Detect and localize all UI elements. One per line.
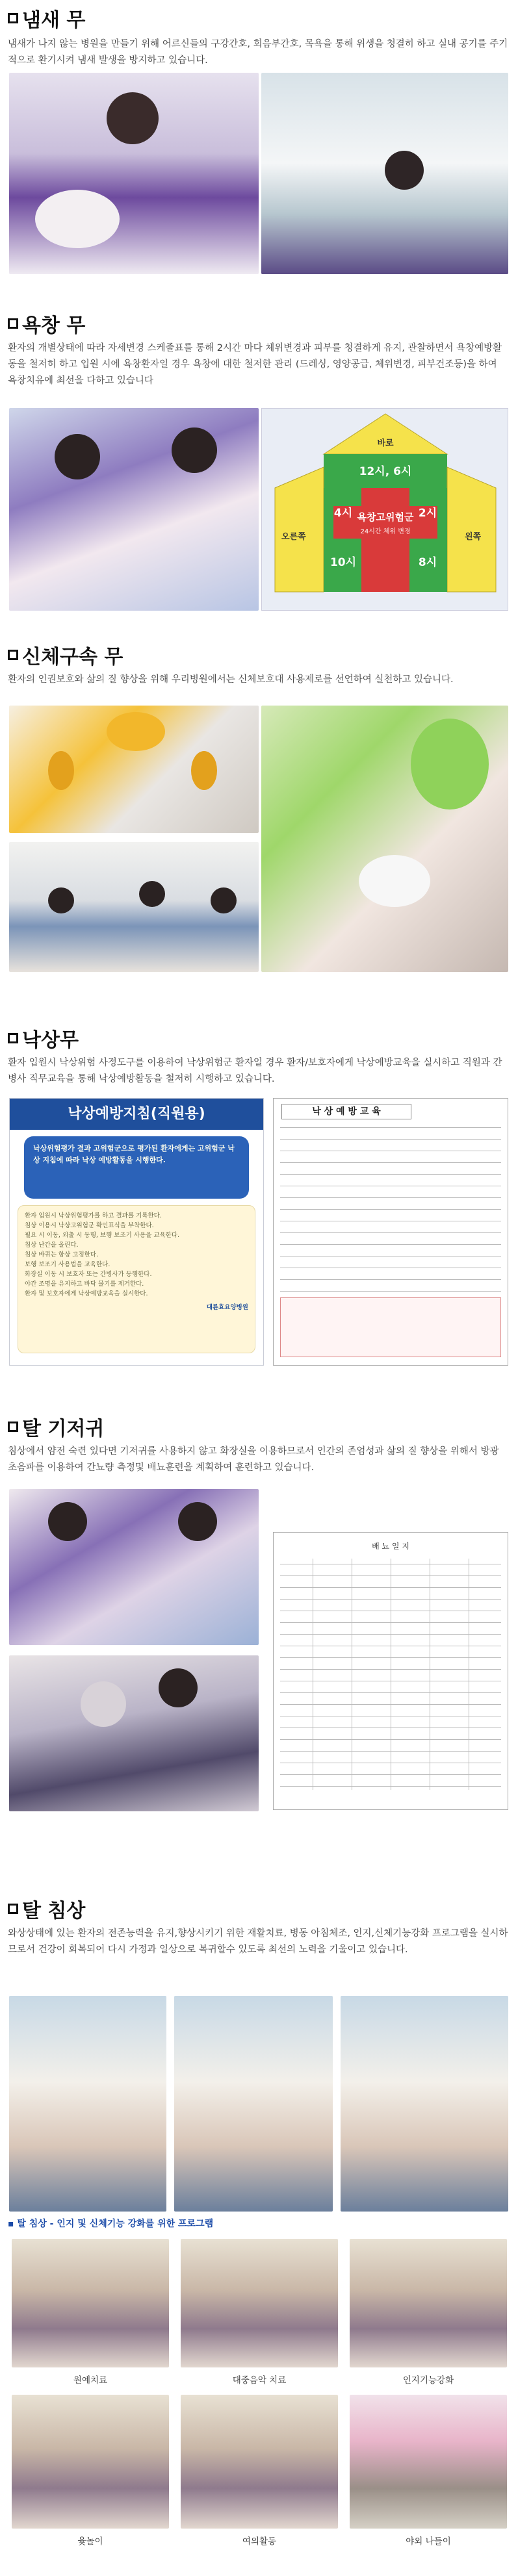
section-title-fall: 낙상무 [8, 1024, 79, 1052]
photo-ventilation [261, 73, 508, 274]
section-title-bed: 탈 침상 [8, 1894, 85, 1923]
photo-mobile-toy [9, 706, 259, 833]
square-bullet-icon [8, 13, 18, 23]
fall-education-form [273, 1098, 508, 1366]
poster-line: 야간 조명을 유지하고 바닥 물기를 제거한다. [25, 1281, 144, 1288]
photo-walking-rehab [174, 1996, 333, 2212]
section-desc-restraint: 환자의 인권보호와 삶의 질 향상을 위해 우리병원에서는 신체보호대 사용제로를 선언하여 실천하고 있습니다. [8, 674, 454, 685]
section-title-bedsore: 욕창 무 [8, 309, 85, 338]
photo-program-gardening [12, 2239, 169, 2367]
section-desc-bedsore: 환자의 개별상태에 따라 자세변경 스케줄표를 통해 2시간 마다 체위변경과 피부를 청결하게 유지, 관찰하면서 욕창예방활동을 철저히 하고 입원 시에 욕창환자일 경우 욕창에 대한 철저한 관리 (드레싱, 영양공급, 체위변경, 피부건조등)을 하여 욕창치유에 최선을 다하고 있습니다 [8, 343, 502, 386]
poster-line: 필요 시 이동, 외출 시 동행, 보행 보조기 사용을 교육한다. [25, 1232, 180, 1239]
diagram-center-label: 욕창고위험군 [357, 511, 414, 523]
photo-program-music [181, 2239, 338, 2367]
section-desc-fall: 환자 입원시 낙상위험 사정도구를 이용하여 낙상위험군 환자일 경우 환자/보호자에게 낙상예방교육을 실시하고 직원과 간병사 직무교육을 통해 낙상예방활동을 철저히 시행하고 있습니다. [8, 1058, 502, 1084]
form-title: 낙 상 예 방 교 육 [281, 1104, 411, 1119]
diagram-right-time-a: 2시 [418, 507, 437, 520]
caption-yut: 윷놀이 [77, 2536, 103, 2547]
diagram-left-label: 오른쪽 [281, 532, 306, 542]
section-title-diaper: 탈 기저귀 [8, 1412, 104, 1441]
poster-body [18, 1205, 255, 1353]
diagram-right-label: 왼쪽 [465, 532, 482, 542]
photo-physiotherapy [341, 1996, 508, 2212]
photo-repositioning [9, 408, 259, 611]
photo-program-outing [350, 2395, 507, 2529]
section-title-odor: 냄새 무 [8, 4, 85, 32]
photo-program-yut [12, 2395, 169, 2529]
section-desc-bed: 와상상태에 있는 환자의 전존능력을 유지,향상시키기 위한 재활치료, 병동 아침체조, 인지,신체기능강화 프로그램을 실시하므로서 건강이 회복되어 다시 가정과 일상으로 복귀할수 있도록 최선의 노력을 기울이고 있습니다. [8, 1928, 508, 1955]
caption-leisure: 여의활동 [242, 2536, 277, 2547]
photo-bladder-ultrasound [9, 1489, 259, 1645]
diagram-top-times: 12시, 6시 [359, 465, 412, 478]
poster-line: 침상 난간을 올린다. [25, 1242, 79, 1249]
poster-lead: 낙상위험평가 결과 고위험군으로 평가된 환자에게는 고위험군 낙상 지침에 따라 낙상 예방활동을 시행한다. [24, 1136, 249, 1199]
caption-gardening: 원예치료 [73, 2375, 108, 2386]
diagram-right-time-b: 8시 [418, 556, 437, 569]
photo-program-leisure [181, 2395, 338, 2529]
poster-line: 환자 입원시 낙상위험평가를 하고 결과를 기록한다. [25, 1212, 162, 1219]
posture-diagram [261, 408, 508, 611]
poster-line: 화장실 이동 시 보호자 또는 간병사가 동행한다. [25, 1271, 152, 1278]
poster-title: 낙상예방지침(직원용) [10, 1099, 263, 1130]
voiding-record-sheet [273, 1532, 508, 1810]
square-bullet-icon [8, 1422, 18, 1432]
square-bullet-icon [8, 650, 18, 660]
caption-music: 대중음악 치료 [232, 2375, 287, 2386]
poster-line: 환자 및 보호자에게 낙상예방교육을 실시한다. [25, 1290, 148, 1297]
diagram-top-label: 바로 [377, 439, 394, 448]
square-bullet-icon [8, 1033, 18, 1043]
photo-exercise-group [9, 1996, 166, 2212]
diagram-left-time-b: 10시 [330, 556, 357, 569]
diagram-left-time-a: 4시 [333, 507, 353, 520]
caption-cognitive: 인지기능강화 [402, 2375, 454, 2386]
caption-outing: 야외 나들이 [406, 2536, 451, 2547]
poster-line: 침상 이용시 낙상고위험군 확인표식을 부착한다. [25, 1222, 154, 1229]
photo-meeting [9, 842, 259, 972]
square-bullet-icon [8, 318, 18, 329]
section-desc-odor: 냄새가 나지 않는 병원을 만들기 위해 어르신들의 구강간호, 회음부간호, 목욕을 통해 위생을 청결히 하고 실내 공기를 주기적으로 환기시켜 냄새 발생을 방지하고 있습니다. [8, 39, 508, 66]
fall-prevention-poster [9, 1098, 264, 1366]
photo-hand-cushion [261, 706, 508, 972]
poster-footer: 대륜효요양병원 [206, 1304, 248, 1311]
section-desc-diaper: 침상에서 얌전 숙련 있다면 기저귀를 사용하지 않고 화장실을 이용하므로서 인간의 존엄성과 삶의 질 향상을 위해서 방광 초음파를 이용하여 간뇨량 측정및 배뇨훈련을 계획하여 훈련하고 있습니다. [8, 1446, 499, 1473]
diagram-center-sub: 24시간 체위 변경 [360, 528, 411, 535]
photo-program-cognitive [350, 2239, 507, 2367]
sheet-title: 배 뇨 일 지 [372, 1542, 409, 1551]
photo-oral-care [9, 73, 259, 274]
poster-line: 보행 보조기 사용법을 교육한다. [25, 1261, 110, 1268]
square-bullet-icon [8, 1904, 18, 1914]
photo-toilet-training [9, 1655, 259, 1811]
section-title-restraint: 신체구속 무 [8, 641, 123, 669]
poster-line: 침상 바퀴는 항상 고정한다. [25, 1251, 99, 1258]
program-subtitle: ▪ 탈 침상 - 인지 및 신체기능 강화를 위한 프로그램 [8, 2219, 214, 2229]
